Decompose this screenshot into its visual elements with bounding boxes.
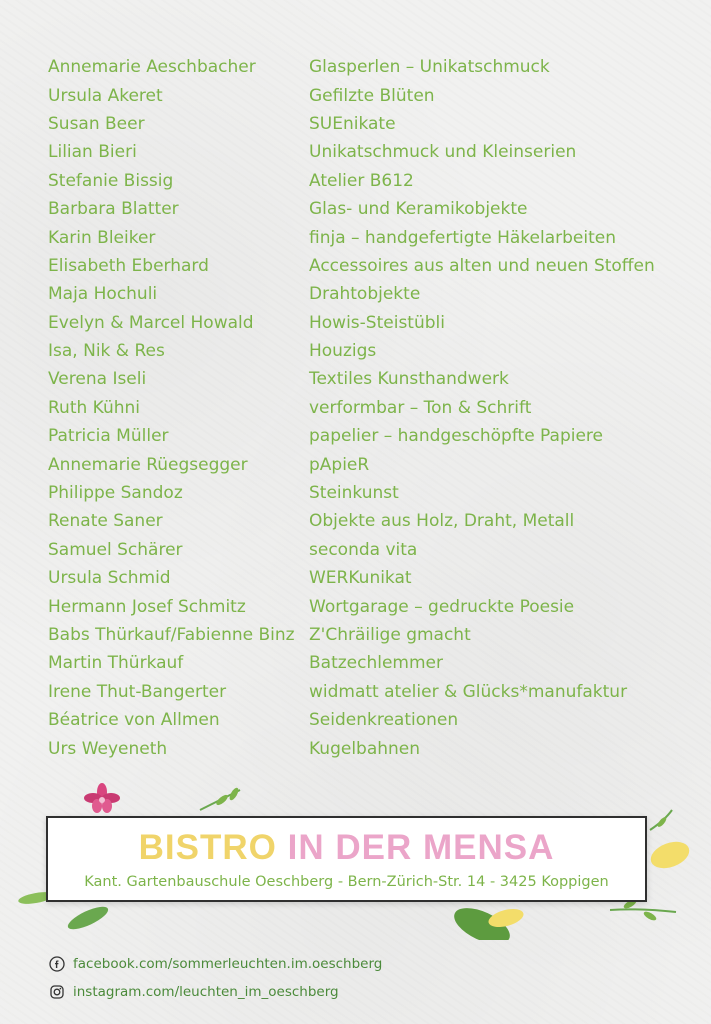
exhibitor-name: Evelyn & Marcel Howald [48,312,254,333]
exhibitor-name: Barbara Blatter [48,199,179,220]
exhibitor-item: finja – handgefertigte Häkelarbeiten [309,227,616,248]
exhibitor-item: Drahtobjekte [309,284,421,305]
exhibitor-item: Wortgarage – gedruckte Poesie [309,596,575,617]
exhibitor-name: Elisabeth Eberhard [48,255,209,276]
exhibitor-item: Howis-Steistübli [309,312,445,333]
exhibitor-item: Steinkunst [309,483,399,504]
exhibitor-item: Z'Chräilige gmacht [309,625,471,645]
exhibitor-name: Urs Weyeneth [48,738,168,759]
list-item [48,138,688,166]
exhibitor-name: Ursula Schmid [48,568,171,589]
exhibitor-name: Verena Iseli [48,369,147,390]
exhibitor-item: seconda vita [309,539,418,560]
exhibitor-item: Unikatschmuck und Kleinserien [309,142,577,163]
list-item [48,536,688,564]
banner-address: Kant. Gartenbauschule Oeschberg - Bern-Zürich-Str. 14 - 3425 Koppigen [84,874,609,890]
exhibitor-item: Accessoires aus alten und neuen Stoffen [309,255,655,276]
exhibitor-name: Babs Thürkauf/Fabienne Binz [48,625,295,645]
exhibitor-item: papelier – handgeschöpfte Papiere [309,426,604,447]
exhibitor-name: Stefanie Bissig [48,170,174,191]
exhibitor-item: SUEnikate [309,113,396,134]
exhibitor-name: Ruth Kühni [48,397,141,418]
exhibitor-name: Annemarie Rüegsegger [48,454,248,475]
exhibitor-item: Gefilzte Blüten [309,85,435,106]
exhibitor-name: Philippe Sandoz [48,483,183,504]
exhibitor-item: pApieR [309,454,370,475]
list-item [48,81,688,109]
exhibitor-item: Seidenkreationen [309,710,459,731]
exhibitor-name: Karin Bleiker [48,227,156,248]
exhibitor-item: Kugelbahnen [309,738,421,759]
list-item [48,706,688,734]
banner-title-bistro: BISTRO [138,828,277,867]
list-item [48,649,688,677]
exhibitor-item: Glas- und Keramikobjekte [309,199,528,220]
list-item [48,678,688,706]
exhibitor-name: Renate Saner [48,511,163,532]
exhibitor-name: Ursula Akeret [48,85,163,106]
exhibitor-name: Hermann Josef Schmitz [48,596,246,617]
facebook-icon [49,956,65,972]
social-links [49,950,382,1006]
list-item [48,365,688,393]
exhibitor-list [48,53,688,763]
exhibitor-name: Annemarie Aeschbacher [48,57,256,78]
exhibitor-name: Martin Thürkauf [48,653,184,674]
list-item [48,479,688,507]
exhibitor-name: Isa, Nik & Res [48,341,165,362]
exhibitor-item: Textiles Kunsthandwerk [309,369,509,390]
exhibitor-item: Houzigs [309,341,377,362]
exhibitor-item: WERKunikat [309,568,412,589]
list-item [48,280,688,308]
list-item [48,195,688,223]
list-item [48,734,688,762]
list-item [48,621,688,649]
exhibitor-item: verformbar – Ton & Schrift [309,397,532,418]
instagram-icon [49,984,65,1000]
exhibitor-item: Atelier B612 [309,170,414,191]
banner-title-mensa: IN DER MENSA [287,828,555,867]
exhibitor-item: Objekte aus Holz, Draht, Metall [309,511,575,532]
instagram-link[interactable] [49,978,382,1006]
list-item [48,223,688,251]
exhibitor-name: Irene Thut-Bangerter [48,681,227,702]
exhibitor-item: widmatt atelier & Glücks*manufaktur [309,681,628,702]
list-item [48,450,688,478]
leaf-sprig-icon [610,909,676,912]
yellow-leaf-icon [647,837,693,873]
instagram-url: instagram.com/leuchten_im_oeschberg [73,984,339,1000]
list-item [48,53,688,81]
exhibitor-name: Béatrice von Allmen [48,710,220,731]
exhibitor-name: Susan Beer [48,113,145,134]
list-item [48,309,688,337]
exhibitor-name: Samuel Schärer [48,539,183,560]
list-item [48,394,688,422]
list-item [48,252,688,280]
exhibitor-name: Maja Hochuli [48,284,158,305]
exhibitor-name: Lilian Bieri [48,142,137,163]
banner-title [48,828,645,868]
pink-flower-icon [84,783,120,813]
list-item [48,110,688,138]
list-item [48,422,688,450]
list-item [48,507,688,535]
facebook-url: facebook.com/sommerleuchten.im.oeschberg [73,956,383,972]
list-item [48,337,688,365]
facebook-link[interactable] [49,950,382,978]
list-item [48,592,688,620]
list-item [48,564,688,592]
leaf-icon [65,902,111,933]
exhibitor-item: Batzechlemmer [309,653,443,674]
list-item [48,167,688,195]
bistro-banner [46,816,647,902]
exhibitor-name: Patricia Müller [48,426,169,447]
exhibitor-item: Glasperlen – Unikatschmuck [309,57,550,78]
